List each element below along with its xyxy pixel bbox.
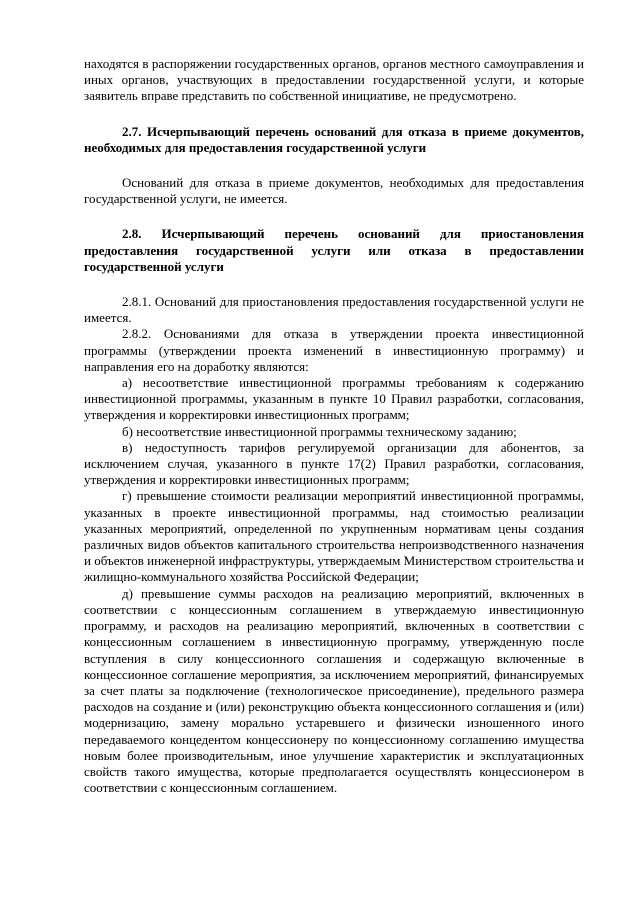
list-item-g: г) превышение стоимости реализации мероприятий инвестиционной программы, указанных в проекте инвестиционной программы, над стоимостью реализации указанных мероприятий, определенной по укрупненным нормативам цены создания различных видов объектов капитального строительства непроизводственного назначения и объектов инженерной инфраструктуры, утверждаемым Министерством строительства и жилищно-коммунального хозяйства Российской Федерации;	[84, 488, 584, 585]
list-item-v: в) недоступность тарифов регулируемой организации для абонентов, за исключением случая, указанного в пункте 17(2) Правил разработки, согласования, утверждения и корректировки инвестиционных программ;	[84, 439, 584, 488]
list-item-d: д) превышение суммы расходов на реализацию мероприятий, включенных в соответствии с концессионным соглашением в утверждаемую инвестиционную программу, и расходов на реализацию мероприятий, включенных в соответствии с концессионным соглашением в инвестиционную программу, утвержденную после вступления в силу концессионного соглашения и содержащую включенные в концессионное соглашение мероприятия, за исключением мероприятий, финансируемых за счет платы за подключение (технологическое присоединение), предельного размера расходов на создание и (или) реконструкцию объекта концессионного соглашения и (или) модернизацию, замену морально устаревшего и физически изношенного иного передаваемого концедентом концессионеру по концессионному соглашению имущества новым более производительным, иное улучшение характеристик и эксплуатационных свойств такого имущества, которые предполагается осуществлять концессионером в соответствии с концессионным соглашением.	[84, 585, 584, 796]
list-item-a: а) несоответствие инвестиционной программы требованиям к содержанию инвестиционной программы, указанным в пункте 10 Правил разработки, согласования, утверждения и корректировки инвестиционных программ;	[84, 375, 584, 423]
paragraph-intro-continuation: находятся в распоряжении государственных органов, органов местного самоуправления и иных органов, участвующих в предоставлении государственной услуги, и которые заявитель вправе представить по собственной инициативе, не предусмотрено.	[84, 56, 584, 104]
paragraph-2-8-1: 2.8.1. Оснований для приостановления предоставления государственной услуги не имеется.	[84, 294, 584, 326]
list-item-b: б) несоответствие инвестиционной программы техническому заданию;	[122, 423, 517, 439]
heading-2-7: 2.7. Исчерпывающий перечень оснований для отказа в приеме документов, необходимых для предоставления государственной услуги	[84, 123, 584, 155]
paragraph-2-8-2: 2.8.2. Основаниями для отказа в утверждении проекта инвестиционной программы (утверждении проекта изменений в инвестиционную программу) и направления его на доработку являются:	[84, 326, 584, 374]
paragraph-2-7: Оснований для отказа в приеме документов, необходимых для предоставления государственной услуги, не имеется.	[84, 175, 584, 207]
heading-2-8: 2.8. Исчерпывающий перечень оснований для приостановления предоставления государственной услуги или отказа в предоставлении государственной услуги	[84, 226, 584, 274]
